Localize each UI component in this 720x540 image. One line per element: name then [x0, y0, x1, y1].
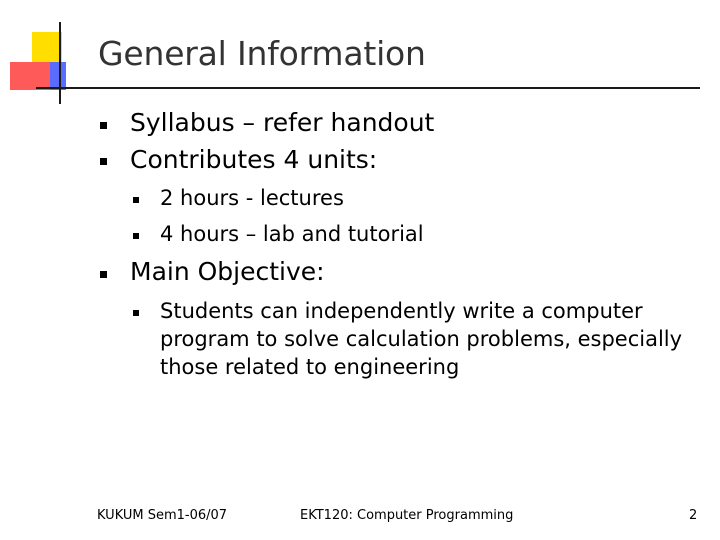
title-underline: [36, 87, 700, 89]
footer-course-session: KUKUM Sem1-06/07: [97, 508, 228, 523]
sub-bullet-objective: Students can independently write a computer program to solve calculation problems, especially those related to engineering: [160, 299, 683, 379]
footer-page-number: 2: [689, 508, 698, 523]
slide-title: General Information: [98, 34, 426, 73]
bullet-main-objective: Main Objective:: [130, 257, 325, 286]
footer-course-title: EKT120: Computer Programming: [300, 508, 514, 523]
title-decoration-yellow-square: [32, 32, 62, 62]
sub-bullet-lectures: 2 hours - lectures: [160, 186, 344, 210]
sub-bullet-square-icon: [133, 197, 139, 203]
title-decoration-vertical-line: [59, 22, 61, 104]
sub-bullet-lab: 4 hours – lab and tutorial: [160, 222, 424, 246]
sub-bullet-square-icon: [133, 310, 139, 316]
title-decoration-red-block: [10, 62, 52, 90]
bullet-syllabus: Syllabus – refer handout: [130, 108, 435, 137]
bullet-square-icon: [100, 158, 107, 165]
title-decoration-blue-block: [50, 62, 66, 90]
bullet-units: Contributes 4 units:: [130, 145, 378, 174]
bullet-square-icon: [100, 271, 107, 278]
sub-bullet-square-icon: [133, 233, 139, 239]
bullet-square-icon: [100, 122, 107, 129]
